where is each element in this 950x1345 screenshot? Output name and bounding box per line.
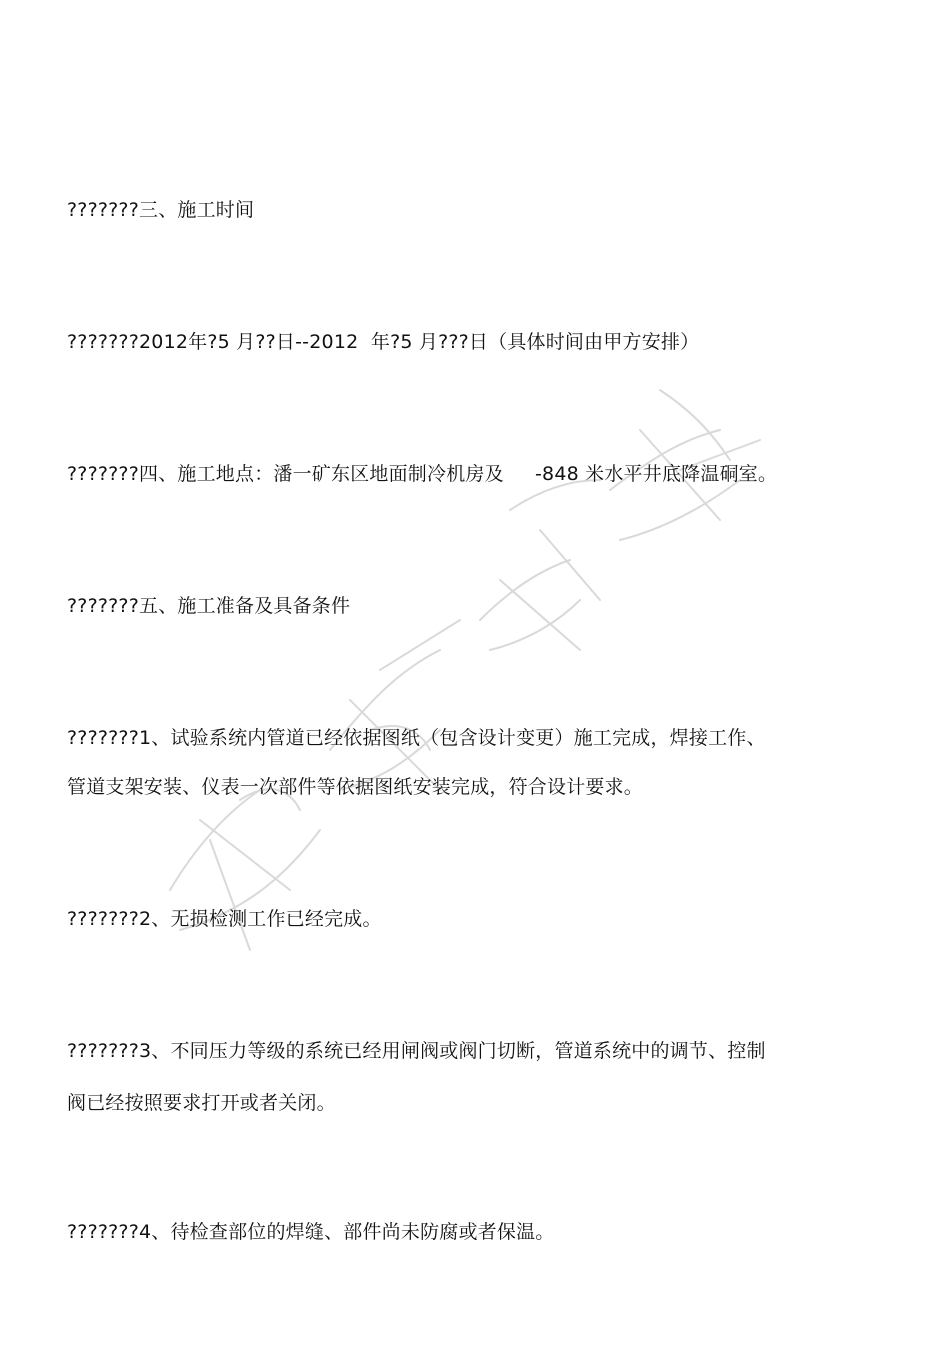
condition-item-3-continued: 阀已经按照要求打开或者关闭。 bbox=[67, 1092, 336, 1114]
condition-item-3: ???????3、不同压力等级的系统已经用闸阀或阀门切断，管道系统中的调节、控制 bbox=[67, 1040, 766, 1062]
condition-item-4: ???????4、待检查部位的焊缝、部件尚未防腐或者保温。 bbox=[67, 1221, 555, 1243]
section-heading-construction-location: ???????四、施工地点：潘一矿东区地面制冷机房及 -848 米水平井底降温硐室。 bbox=[67, 463, 778, 485]
section-heading-construction-time: ???????三、施工时间 bbox=[67, 199, 255, 221]
section-heading-preparation: ???????五、施工准备及具备条件 bbox=[67, 595, 351, 617]
condition-item-1: ???????1、试验系统内管道已经依据图纸（包含设计变更）施工完成，焊接工作、 bbox=[67, 727, 766, 749]
watermark-stamp bbox=[140, 370, 800, 970]
construction-time-text: ???????2012年?5 月??日--2012 年?5 月???日（具体时间由甲方安排） bbox=[67, 331, 700, 353]
condition-item-1-continued: 管道支架安装、仪表一次部件等依据图纸安装完成，符合设计要求。 bbox=[67, 776, 644, 798]
condition-item-2: ???????2、无损检测工作已经完成。 bbox=[67, 908, 382, 930]
